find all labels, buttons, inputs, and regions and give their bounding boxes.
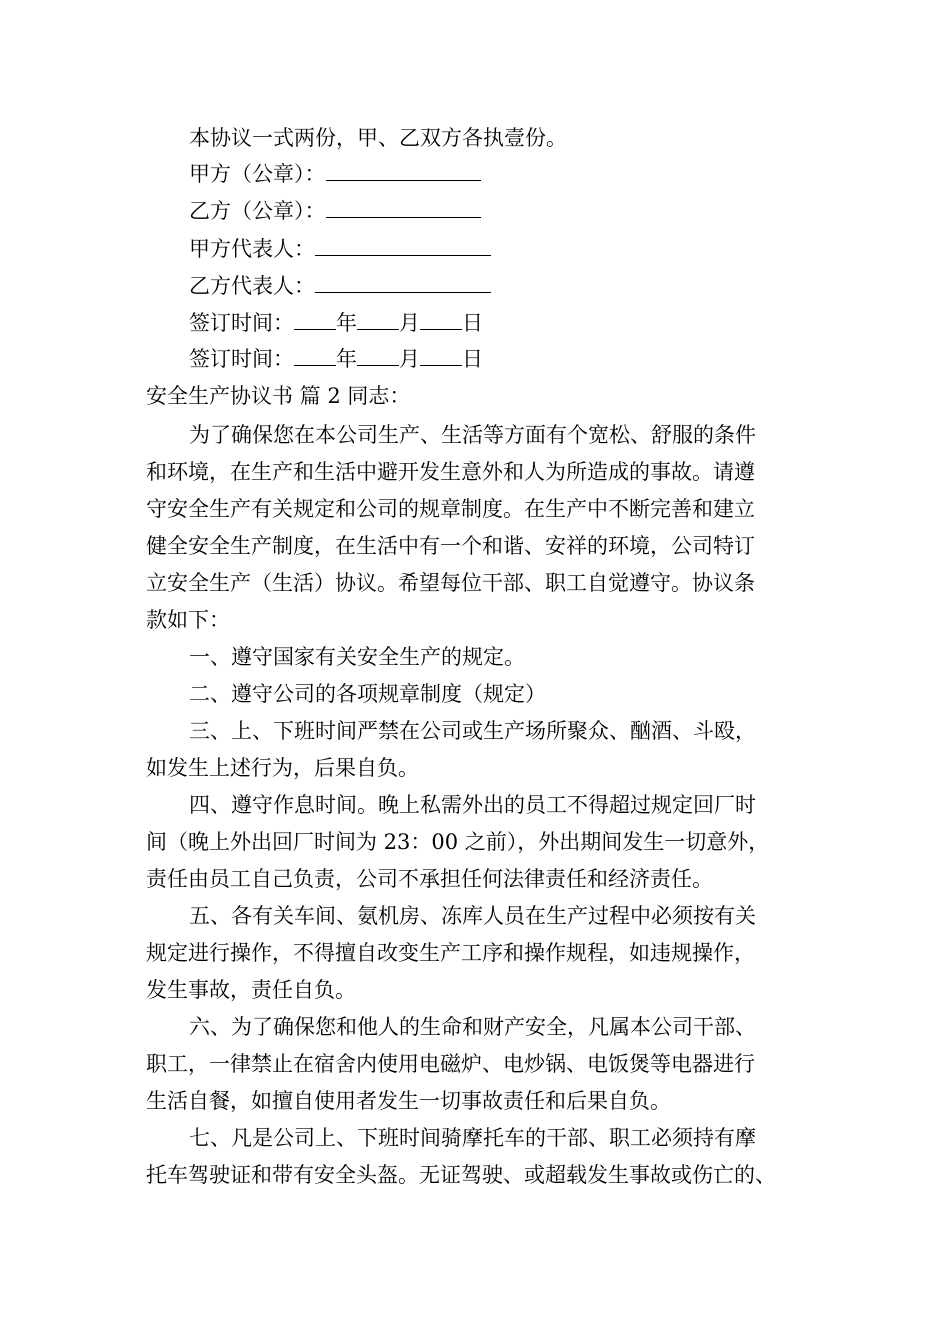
year-label: 年 bbox=[336, 347, 357, 371]
year-blank bbox=[294, 345, 336, 366]
sign-date-label: 签订时间： bbox=[189, 347, 294, 371]
intro-line: 立安全生产（生活）协议。希望每位干部、职工自觉遵守。协议条 bbox=[146, 571, 755, 595]
clause-6-line: 生活自餐，如擅自使用者发生一切事故责任和后果自负。 bbox=[146, 1089, 671, 1113]
year-label: 年 bbox=[336, 311, 357, 335]
party-b-rep-line bbox=[189, 271, 491, 301]
party-b-rep-blank bbox=[315, 272, 491, 293]
day-label: 日 bbox=[462, 347, 483, 371]
clause-4-line: 责任由员工自己负责，公司不承担任何法律责任和经济责任。 bbox=[146, 867, 713, 891]
clause-6-line: 六、为了确保您和他人的生命和财产安全，凡属本公司干部、 bbox=[189, 1015, 756, 1039]
month-blank bbox=[357, 345, 399, 366]
month-label: 月 bbox=[399, 347, 420, 371]
section-2-heading: 安全生产协议书 篇 2 同志： bbox=[146, 384, 411, 408]
year-blank bbox=[294, 309, 336, 330]
party-b-seal-blank bbox=[326, 197, 481, 218]
party-b-seal-label: 乙方（公章）： bbox=[189, 199, 326, 223]
day-blank bbox=[420, 309, 462, 330]
clause-3-line: 如发生上述行为，后果自负。 bbox=[146, 756, 419, 780]
clause-2: 二、遵守公司的各项规章制度（规定） bbox=[189, 682, 546, 706]
clause-7-line: 七、凡是公司上、下班时间骑摩托车的干部、职工必须持有摩 bbox=[189, 1126, 756, 1150]
clause-6-line: 职工，一律禁止在宿舍内使用电磁炉、电炒锅、电饭煲等电器进行 bbox=[146, 1052, 755, 1076]
clause-4-line: 间（晚上外出回厂时间为 23：00 之前），外出期间发生一切意外， bbox=[146, 830, 770, 854]
party-a-rep-label: 甲方代表人： bbox=[189, 237, 315, 261]
day-blank bbox=[420, 345, 462, 366]
intro-line: 守安全生产有关规定和公司的规章制度。在生产中不断完善和建立 bbox=[146, 497, 755, 521]
intro-line: 款如下： bbox=[146, 608, 230, 632]
party-a-seal-line bbox=[189, 159, 481, 189]
clause-5-line: 发生事故，责任自负。 bbox=[146, 978, 356, 1002]
clause-7-line: 托车驾驶证和带有安全头盔。无证驾驶、或超载发生事故或伤亡的、 bbox=[146, 1163, 776, 1187]
party-b-rep-label: 乙方代表人： bbox=[189, 274, 315, 298]
party-a-seal-blank bbox=[326, 160, 481, 181]
intro-line: 健全安全生产制度，在生活中有一个和谐、安祥的环境，公司特订 bbox=[146, 534, 755, 558]
party-a-seal-label: 甲方（公章）： bbox=[189, 162, 326, 186]
clause-1: 一、遵守国家有关安全生产的规定。 bbox=[189, 645, 525, 669]
sign-date-label: 签订时间： bbox=[189, 311, 294, 335]
sign-date-line-1 bbox=[189, 308, 483, 338]
clause-5-line: 五、各有关车间、氨机房、冻库人员在生产过程中必须按有关 bbox=[189, 904, 756, 928]
intro-line: 和环境，在生产和生活中避开发生意外和人为所造成的事故。请遵 bbox=[146, 460, 755, 484]
month-label: 月 bbox=[399, 311, 420, 335]
clause-4-line: 四、遵守作息时间。晚上私需外出的员工不得超过规定回厂时 bbox=[189, 793, 756, 817]
intro-line: 为了确保您在本公司生产、生活等方面有个宽松、舒服的条件 bbox=[189, 423, 756, 447]
party-a-rep-line bbox=[189, 234, 491, 264]
month-blank bbox=[357, 309, 399, 330]
party-a-rep-blank bbox=[315, 235, 491, 256]
clause-3-line: 三、上、下班时间严禁在公司或生产场所聚众、酗酒、斗殴， bbox=[189, 719, 756, 743]
clause-5-line: 规定进行操作，不得擅自改变生产工序和操作规程，如违规操作， bbox=[146, 941, 755, 965]
copies-statement: 本协议一式两份，甲、乙双方各执壹份。 bbox=[189, 126, 567, 150]
sign-date-line-2 bbox=[189, 344, 483, 374]
party-b-seal-line bbox=[189, 196, 481, 226]
day-label: 日 bbox=[462, 311, 483, 335]
